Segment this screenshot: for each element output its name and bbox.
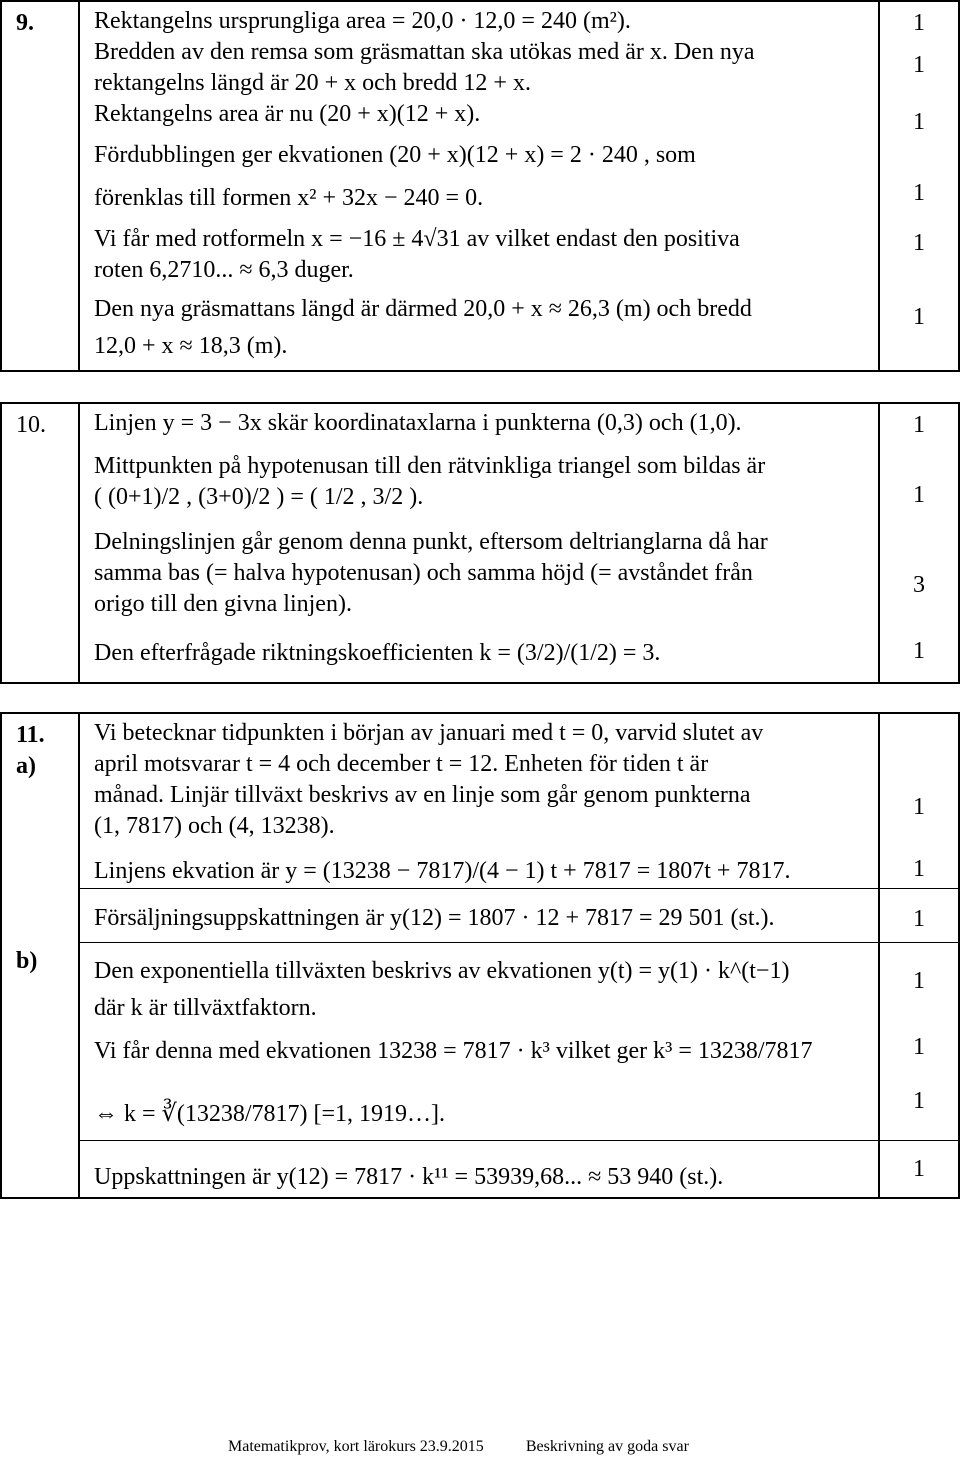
problem-body [79,403,879,683]
solution-line: Vi får denna med ekvationen 13238 = 7817 · k³ vilket ger k³ = 13238/7817 [94,1038,813,1064]
solution-line: Den efterfrågade riktningskoefficienten k = (3/2)/(1/2) = 3. [94,640,661,666]
solution-line: origo till den givna linjen). [94,591,352,617]
solution-line: samma bas (= halva hypotenusan) och samma höjd (= avståndet från [94,560,753,586]
solution-line: ( (0+1)/2 , (3+0)/2 ) = ( 1/2 , 3/2 ). [94,484,424,510]
points: 3 [913,572,925,598]
divider [80,888,960,889]
points: 1 [913,638,925,664]
solution-line: 12,0 + x ≈ 18,3 (m). [94,333,288,359]
solution-line: Delningslinjen går genom denna punkt, eftersom deltrianglarna då har [94,529,768,555]
problem-11 [0,712,960,1199]
solution-line: Vi får med rotformeln x = −16 ± 4√31 av vilket endast den positiva [94,226,740,252]
footer-left: Matematikprov, kort lärokurs 23.9.2015 [228,1438,484,1455]
solution-line: roten 6,2710... ≈ 6,3 duger. [94,257,354,283]
points: 1 [913,794,925,820]
points: 1 [913,968,925,994]
part-label-b: b) [16,948,38,974]
points: 1 [913,856,925,882]
points: 1 [913,412,925,438]
solution-line: Den nya gräsmattans längd är därmed 20,0 + x ≈ 26,3 (m) och bredd [94,296,752,322]
points-column [879,1,959,371]
problem-body [79,713,879,1198]
solution-line: där k är tillväxtfaktorn. [94,995,317,1021]
problem-number: 10. [1,403,79,683]
problem-number-cell [1,713,79,1198]
solution-line: ⇔ k = ∛(13238/7817) [=1, 1919…]. [94,1101,445,1127]
solution-line: Rektangelns area är nu (20 + x)(12 + x). [94,101,481,127]
points: 1 [913,180,925,206]
divider [80,1140,960,1141]
solution-line: Fördubblingen ger ekvationen (20 + x)(12 + x) = 2 · 240 , som [94,142,696,168]
solution-line: (1, 7817) och (4, 13238). [94,813,335,839]
points: 1 [913,1088,925,1114]
solution-line: Rektangelns ursprungliga area = 20,0 · 12,0 = 240 (m²). [94,8,631,34]
footer-right: Beskrivning av goda svar [525,1438,689,1455]
page-footer [228,1438,727,1456]
part-label-a: a) [16,753,36,779]
points: 1 [913,1034,925,1060]
points: 1 [913,1156,925,1182]
solution-line: Linjen y = 3 − 3x skär koordinataxlarna i punkterna (0,3) och (1,0). [94,410,742,436]
points: 1 [913,10,925,36]
solution-line: Uppskattningen är y(12) = 7817 · k¹¹ = 53939,68... ≈ 53 940 (st.). [94,1164,724,1190]
problem-10 [0,402,960,684]
solution-line: Den exponentiella tillväxten beskrivs av ekvationen y(t) = y(1) · k^(t−1) [94,958,790,984]
solution-line: Bredden av den remsa som gräsmattan ska utökas med är x. Den nya [94,39,755,65]
points-column [879,713,959,1198]
points: 1 [913,109,925,135]
solution-line: rektangelns längd är 20 + x och bredd 12 + x. [94,70,531,96]
problem-number: 9. [1,1,79,371]
problem-body [79,1,879,371]
points: 1 [913,230,925,256]
problem-9 [0,0,960,372]
solution-line: förenklas till formen x² + 32x − 240 = 0. [94,185,484,211]
points: 1 [913,304,925,330]
divider [80,942,960,943]
solution-line: Försäljningsuppskattningen är y(12) = 1807 · 12 + 7817 = 29 501 (st.). [94,905,775,931]
solution-line: april motsvarar t = 4 och december t = 12. Enheten för tiden t är [94,751,709,777]
solution-line: Linjens ekvation är y = (13238 − 7817)/(4 − 1) t + 7817 = 1807t + 7817. [94,858,791,884]
points: 1 [913,482,925,508]
solution-line: Mittpunkten på hypotenusan till den rätvinkliga triangel som bildas är [94,453,766,479]
points-column [879,403,959,683]
points: 1 [913,52,925,78]
solution-line: Vi betecknar tidpunkten i början av januari med t = 0, varvid slutet av [94,720,764,746]
solution-line: månad. Linjär tillväxt beskrivs av en linje som går genom punkterna [94,782,751,808]
points: 1 [913,906,925,932]
problem-number: 11. [16,722,45,748]
